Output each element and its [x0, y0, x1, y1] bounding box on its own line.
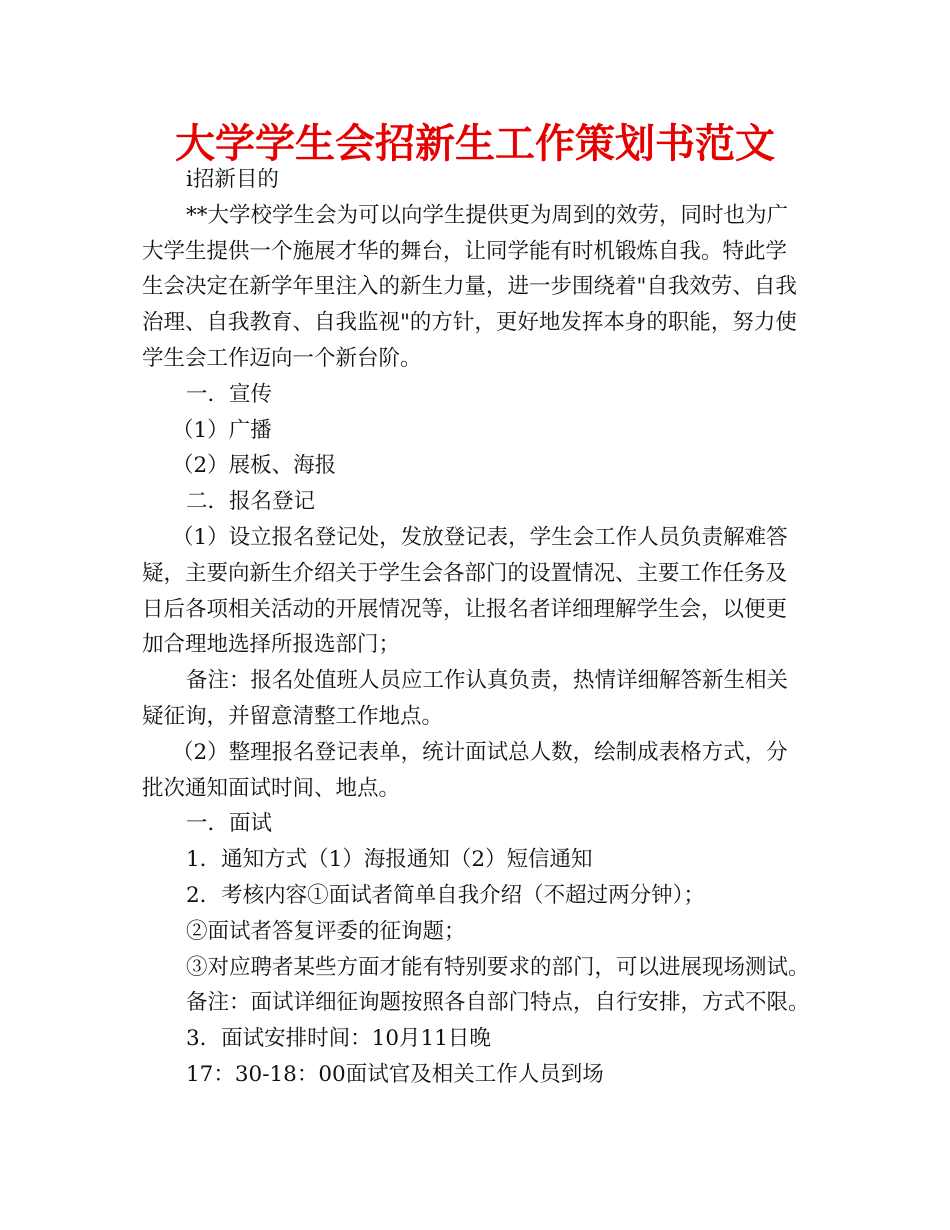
text-line: 3．面试安排时间：10月11日晚: [186, 1026, 491, 1052]
text-line: 二．报名登记: [186, 489, 316, 515]
text-line: 备注：报名处值班人员应工作认真负责，热情详细解答新生相关: [186, 668, 789, 694]
text-line: 加合理地选择所报选部门；: [142, 632, 401, 658]
text-line: 一．面试: [186, 811, 273, 837]
document-body: [142, 162, 812, 1093]
text-line: 疑征询，并留意清整工作地点。: [142, 703, 444, 729]
text-line: 备注：面试详细征询题按照各自部门特点，自行安排，方式不限。: [186, 990, 810, 1016]
text-line: 批次通知面试时间、地点。: [142, 775, 401, 801]
text-line: 日后各项相关活动的开展情况等，让报名者详细理解学生会，以便更: [142, 596, 788, 622]
text-line: **大学校学生会为可以向学生提供更为周到的效劳，同时也为广: [186, 202, 789, 228]
text-line: 学生会工作迈向一个新台阶。: [142, 345, 422, 371]
text-line: ③对应聘者某些方面才能有特别要求的部门，可以进展现场测试。: [186, 954, 810, 980]
text-line: 治理、自我教育、自我监视"的方针，更好地发挥本身的职能，努力使: [142, 310, 797, 336]
text-line: 2．考核内容①面试者简单自我介绍（不超过两分钟）；: [186, 882, 705, 908]
text-line: 17：30-18：00面试官及相关工作人员到场: [186, 1061, 604, 1087]
text-line: ⅰ招新目的: [186, 167, 279, 192]
text-line: （2）展板、海报: [172, 453, 337, 479]
text-line: （2）整理报名登记表单，统计面试总人数，绘制成表格方式，分: [172, 739, 788, 765]
text-line: （1）广播: [172, 417, 272, 443]
text-line: ②面试者答复评委的征询题；: [186, 918, 466, 944]
text-line: 疑，主要向新生介绍关于学生会各部门的设置情况、主要工作任务及: [142, 560, 788, 586]
text-line: 1．通知方式（1）海报通知（2）短信通知: [186, 847, 593, 873]
text-line: 大学生提供一个施展才华的舞台，让同学能有时机锻炼自我。特此学: [142, 238, 788, 264]
text-line: 一．宣传: [186, 381, 273, 407]
text-line: 生会决定在新学年里注入的新生力量，进一步围绕着"自我效劳、自我: [142, 274, 797, 300]
document-title: 大学学生会招新生工作策划书范文: [175, 121, 775, 167]
text-line: （1）设立报名登记处，发放登记表，学生会工作人员负责解难答: [172, 524, 788, 550]
